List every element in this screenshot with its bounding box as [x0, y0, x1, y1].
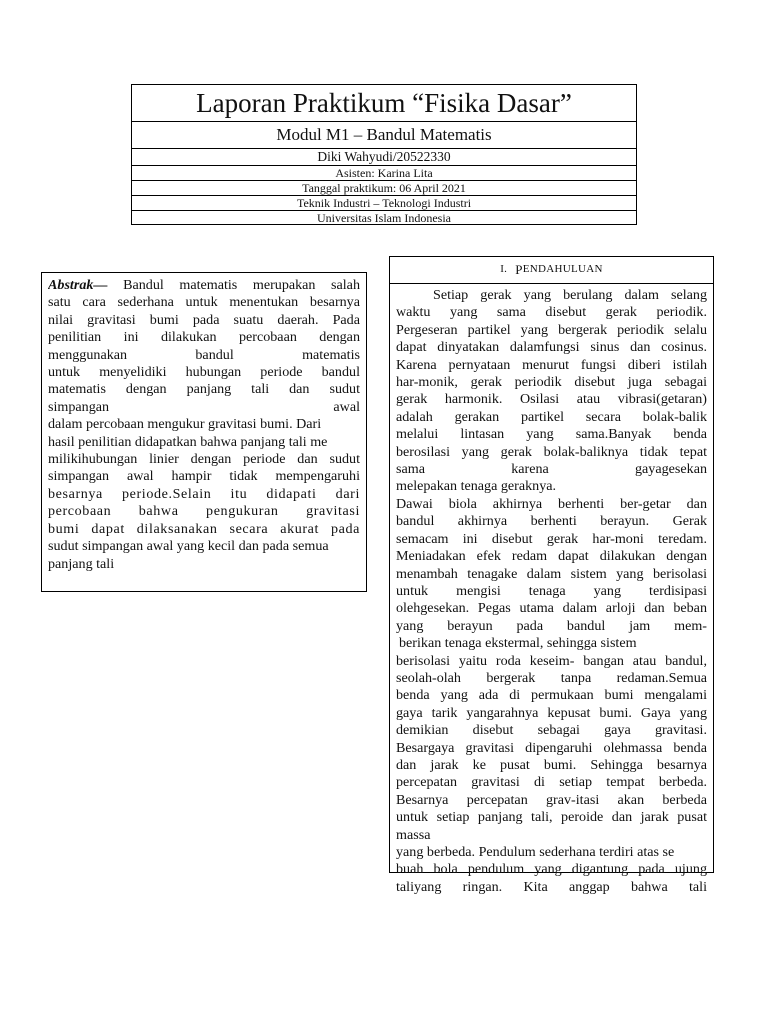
abstract-line: panjang tali: [48, 555, 115, 572]
intro-line: melepakan tenaga geraknya.: [396, 478, 557, 495]
intro-line: Dawai biola akhirnya berhenti ber-getar dan: [396, 495, 707, 512]
intro-line: Besargaya gravitasi dipengaruhi olehmassa benda: [396, 739, 707, 756]
abstract-box: [41, 272, 367, 592]
intro-line: Besarnya percepatan grav-itasi akan berbeda: [396, 791, 707, 808]
intro-line: bandul akhirnya berhenti berayun. Gerak: [396, 513, 707, 530]
abstract-line: matematis dengan panjang tali dan sudut: [48, 381, 360, 398]
section-heading: [390, 257, 713, 284]
intro-line: benda yang ada di permukaan bumi mengalami: [396, 687, 707, 704]
abstract-line: satu cara sederhana untuk menentukan besarnya: [48, 294, 360, 311]
intro-line: taliyang ringan. Kita anggap bahwa tali: [396, 878, 707, 895]
intro-line: buah bola pendulum yang digantung pada ujung: [396, 861, 707, 878]
abstract-line: untuk menyelidiki hubungan periode bandul: [48, 364, 360, 381]
intro-line: adalah gerakan partikel secara bolak-balik: [396, 408, 707, 425]
intro-line: berisolasi yaitu roda keseim- bangan atau bandul,: [396, 652, 707, 669]
section-number: I.: [500, 263, 508, 276]
abstract-line: hasil penilitian didapatkan bahwa panjang tali me: [48, 433, 328, 450]
date-line: Tanggal praktikum: 06 April 2021: [132, 181, 636, 196]
abstract-line: nilai gravitasi bumi pada suatu daerah. Pada: [48, 311, 360, 328]
intro-line: melalui lintasan yang sama.Banyak benda: [396, 426, 707, 443]
author-line: Diki Wahyudi/20522330: [132, 149, 636, 166]
intro-line: gerak harmonik. Osilasi atau vibrasi(getaran): [396, 391, 707, 408]
intro-line: semacam ini disebut gerak har-moni teredam.: [396, 530, 707, 547]
abstract-line: milikihubungan linier dengan periode dan sudut: [48, 451, 360, 468]
intro-line: Setiap gerak yang berulang dalam selang: [433, 287, 707, 303]
intro-line: sama karena gayagesekan: [396, 461, 707, 478]
intro-line: untuk mengisi tenaga yang terdisipasi: [396, 582, 707, 599]
abstract-line: percobaan bahwa pengukuran gravitasi: [48, 503, 360, 520]
abstract-label: Abstrak—: [48, 277, 108, 293]
intro-line: waktu yang sama disebut gerak periodik.: [396, 304, 707, 321]
introduction-section: [389, 256, 714, 895]
intro-line: Meniadakan efek redam dapat dilakukan dengan: [396, 548, 707, 565]
introduction-body: [390, 284, 713, 896]
intro-line: seolah-olah bergerak tanpa redaman.Semua: [396, 669, 707, 686]
abstract-line: [48, 277, 360, 294]
intro-line: har-monik, gerak periodik disebut juga sebagai: [396, 374, 707, 391]
intro-line: massa: [396, 826, 431, 843]
intro-line: percepatan gravitasi di setiap tempat berbeda.: [396, 774, 707, 791]
intro-line: berosilasi yang gerak bolak-baliknya tidak tepat: [396, 443, 707, 460]
intro-line: olehgesekan. Pegas utama dalam arloji dan beban: [396, 600, 707, 617]
abstract-line: sudut simpangan awal yang kecil dan pada semua: [48, 538, 329, 555]
abstract-line: bumi dapat dilaksanakan secara akurat pada: [48, 520, 360, 537]
intro-line: berikan tenaga ekstermal, sehingga sistem: [399, 635, 637, 652]
intro-line: yang berayun pada bandul jam mem-: [396, 617, 707, 634]
university-line: Universitas Islam Indonesia: [317, 211, 451, 225]
intro-line: Pergeseran partikel yang bergerak periodik selalu: [396, 321, 707, 338]
section-heading-initial: P: [515, 262, 523, 278]
abstract-line: simpangan awal: [48, 398, 360, 415]
section-heading-rest: ENDAHULUAN: [522, 263, 603, 276]
assistant-line: Asisten: Karina Lita: [132, 166, 636, 181]
abstract-line: dalam percobaan mengukur gravitasi bumi. Dari: [48, 416, 322, 433]
abstract-line: besarnya periode.Selain itu didapati dari: [48, 485, 360, 502]
abstract-line: penilitian ini dilakukan percobaan dengan: [48, 329, 360, 346]
abstract-line-text: Bandul matematis merupakan salah: [123, 277, 360, 293]
intro-line: gaya tarik yangarahnya kepusat bumi. Gaya yang: [396, 704, 707, 721]
intro-line: dan jarak ke pusat bumi. Sehingga besarnya: [396, 756, 707, 773]
intro-line: demikian disebut sebagai gaya gravitasi.: [396, 722, 707, 739]
abstract-line: menggunakan bandul matematis: [48, 346, 360, 363]
module-title: Modul M1 – Bandul Matematis: [132, 122, 636, 149]
intro-line: untuk setiap panjang tali, peroide dan jarak pusat: [396, 809, 707, 826]
abstract-line: simpangan awal hampir tidak mempengaruhi: [48, 468, 360, 485]
report-title: Laporan Praktikum “Fisika Dasar”: [132, 85, 636, 122]
intro-line: Karena pernyataan menurut fungsi diberi istilah: [396, 356, 707, 373]
intro-line: menambah tenagake dalam sistem yang berisolasi: [396, 565, 707, 582]
department-line: Teknik Industri – Teknologi Industri: [132, 196, 636, 211]
intro-line: dapat dinyatakan dalamfungsi sinus dan cosinus.: [396, 339, 707, 356]
intro-line: yang berbeda. Pendulum sederhana terdiri atas se: [396, 844, 675, 860]
report-header: [131, 84, 637, 225]
